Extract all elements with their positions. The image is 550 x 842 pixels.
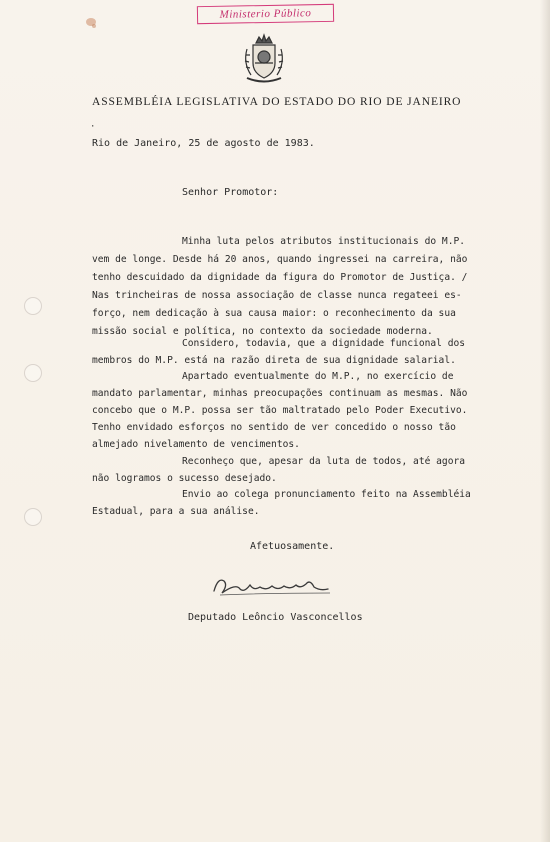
body-line: mandato parlamentar, minhas preocupações continuam as mesmas. Não [92, 388, 468, 399]
body-line: tenho descuidado da dignidade da figura do Promotor de Justiça. / [92, 272, 468, 283]
margin-mark: · [90, 122, 96, 132]
signer-name: Deputado Leôncio Vasconcellos [188, 612, 363, 623]
body-line: concebo que o M.P. possa ser tão maltratado pelo Poder Executivo. [92, 405, 468, 416]
salutation: Senhor Promotor: [182, 187, 279, 198]
body-line: missão social e política, no contexto da sociedade moderna. [92, 326, 433, 337]
body-line: não logramos o sucesso desejado. [92, 473, 277, 484]
body-line: almejado nivelamento de vencimentos. [92, 439, 300, 450]
paper-stain [92, 24, 96, 28]
state-coat-of-arms-icon [241, 33, 287, 85]
body-line: Tenho envidado esforços no sentido de ver concedido o nosso tão [92, 422, 456, 433]
body-line: Reconheço que, apesar da luta de todos, até agora [182, 456, 466, 467]
page-edge-shadow [540, 0, 550, 842]
handwritten-signature-icon [210, 571, 340, 599]
ministry-stamp: Ministerio Público [197, 4, 334, 24]
punch-hole [24, 508, 42, 526]
body-line: forço, nem dedicação à sua causa maior: o reconhecimento da sua [92, 308, 456, 319]
body-line: Considero, todavia, que a dignidade funcional dos [182, 338, 466, 349]
body-line: Nas trincheiras de nossa associação de classe nunca regateei es- [92, 290, 462, 301]
institution-heading: ASSEMBLÉIA LEGISLATIVA DO ESTADO DO RIO DE JANEIRO [92, 96, 462, 108]
body-line: Envio ao colega pronunciamento feito na Assembléia [182, 489, 471, 500]
body-line: Estadual, para a sua análise. [92, 506, 260, 517]
closing: Afetuosamente. [250, 541, 335, 552]
date-line: Rio de Janeiro, 25 de agosto de 1983. [92, 138, 315, 149]
punch-hole [24, 297, 42, 315]
body-line: membros do M.P. está na razão direta de sua dignidade salarial. [92, 355, 456, 366]
body-line: Apartado eventualmente do M.P., no exercício de [182, 371, 454, 382]
body-line: Minha luta pelos atributos institucionais do M.P. [182, 236, 466, 247]
body-line: vem de longe. Desde há 20 anos, quando ingressei na carreira, não [92, 254, 468, 265]
punch-hole [24, 364, 42, 382]
